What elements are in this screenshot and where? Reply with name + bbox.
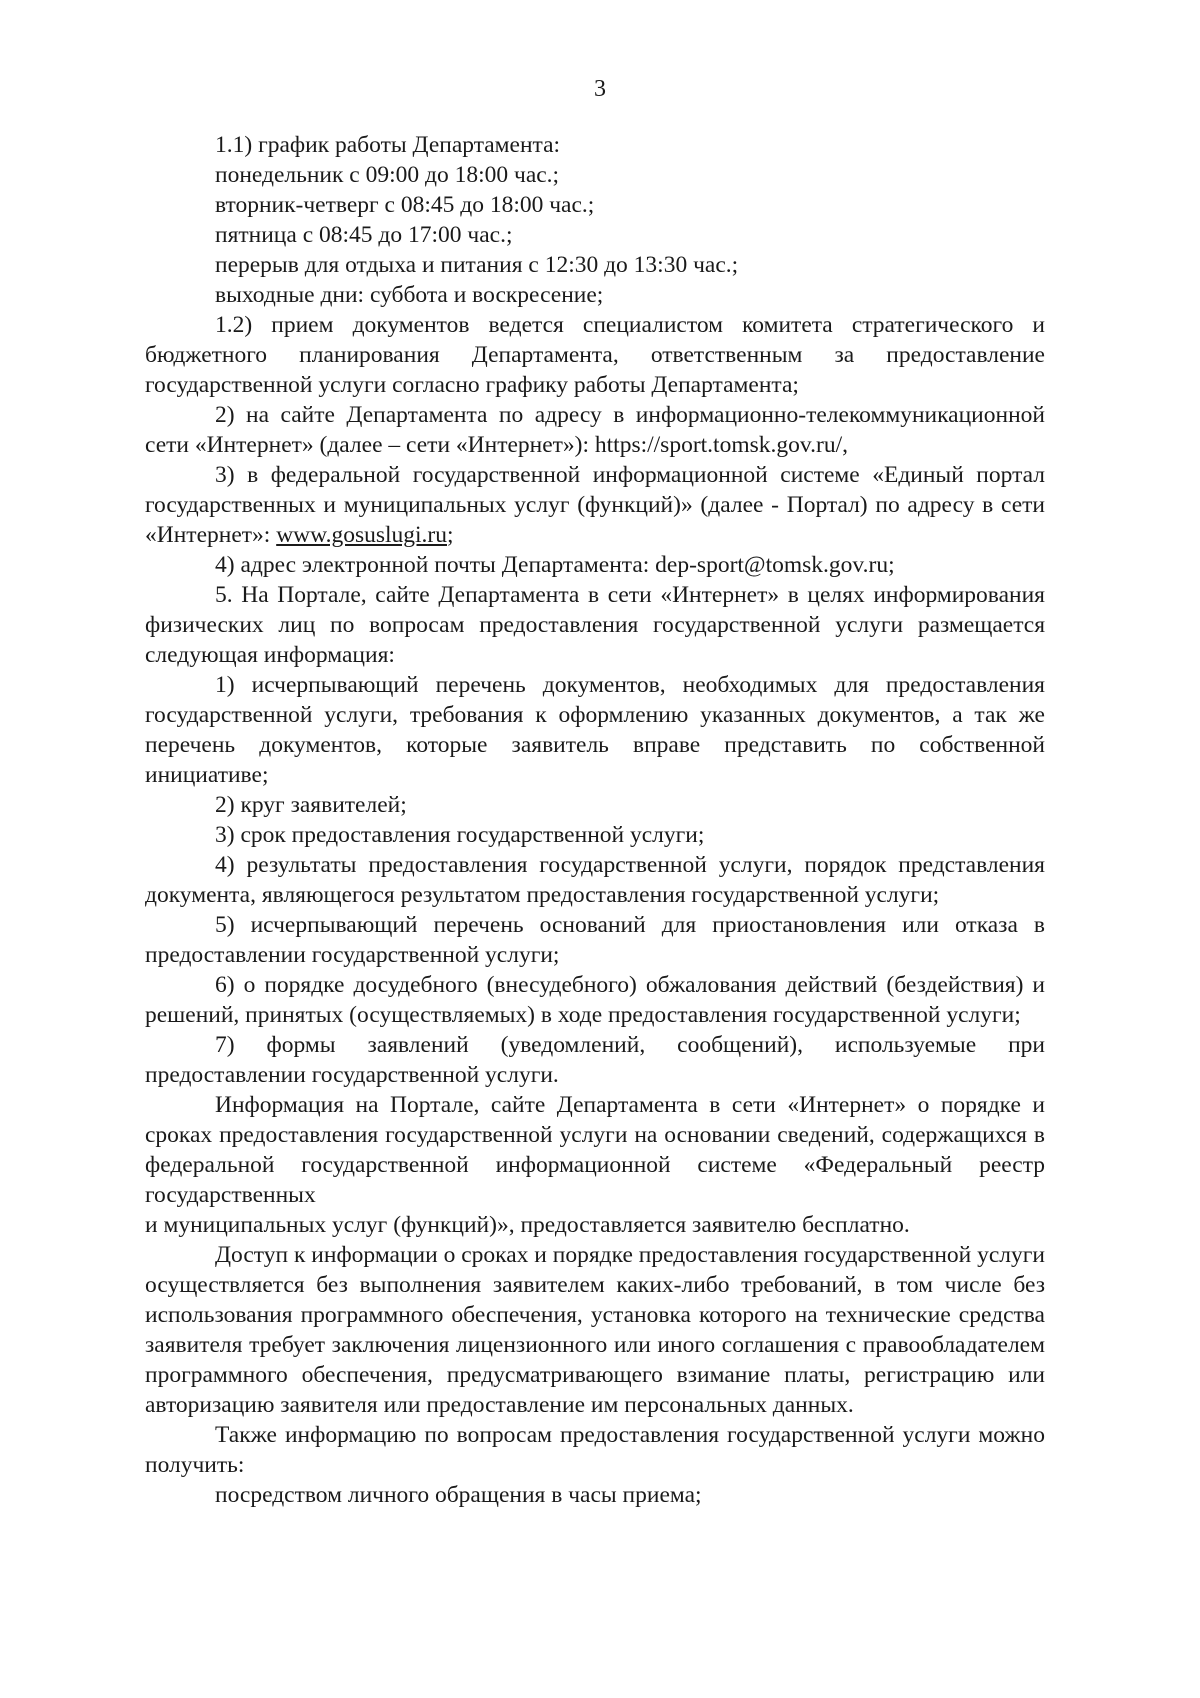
paragraph-personal: посредством личного обращения в часы приема;	[215, 1482, 702, 1508]
schedule-weekend: выходные дни: суббота и воскресение;	[215, 282, 604, 308]
paragraph-info-registry: Информация на Портале, сайте Департамента в сети «Интернет» о порядке и сроках предоставления государственной услуги на основании сведений, содержащихся в федеральной государственной информационной системе «Федеральный реестр государственных	[145, 1092, 1045, 1208]
list-item-appeal: 6) о порядке досудебного (внесудебного) обжалования действий (бездействия) и решений, принятых (осуществляемых) в ходе предоставления государственной услуги;	[145, 972, 1045, 1028]
list-item-documents: 1) исчерпывающий перечень документов, необходимых для предоставления государственной услуги, требования к оформлению указанных документов, а так же перечень документов, которые заявитель вправе представить по собственной инициативе;	[145, 672, 1045, 788]
paragraph-reception: 1.2) прием документов ведется специалистом комитета стратегического и бюджетного планирования Департамента, ответственным за предоставление государственной услуги согласно графику работы Департамента;	[145, 312, 1045, 398]
list-item-results: 4) результаты предоставления государственной услуги, порядок представления документа, являющегося результатом предоставления государственной услуги;	[145, 852, 1045, 908]
paragraph-also: Также информацию по вопросам предоставления государственной услуги можно получить:	[145, 1422, 1045, 1478]
page-number: 3	[594, 76, 606, 102]
list-item-refusal: 5) исчерпывающий перечень оснований для приостановления или отказа в предоставлении государственной услуги;	[145, 912, 1045, 968]
document-body	[145, 130, 1045, 1510]
paragraph-email: 4) адрес электронной почты Департамента: dep-sport@tomsk.gov.ru;	[215, 552, 895, 578]
paragraph-portal-text: 3) в федеральной государственной информационной системе «Единый портал государственных и муниципальных услуг (функций)» (далее - Портал) по адресу в сети «Интернет»:	[145, 462, 1045, 548]
paragraph-portal-tail: ;	[447, 522, 454, 548]
schedule-tue-thu: вторник-четверг с 08:45 до 18:00 час.;	[215, 192, 595, 218]
schedule-break: перерыв для отдыха и питания с 12:30 до 13:30 час.;	[215, 252, 739, 278]
list-item-applicants: 2) круг заявителей;	[215, 792, 407, 818]
paragraph-portal	[145, 460, 1045, 550]
list-item-term: 3) срок предоставления государственной услуги;	[215, 822, 705, 848]
paragraph-access: Доступ к информации о сроках и порядке предоставления государственной услуги осуществляется без выполнения заявителем каких-либо требований, в том числе без использования программного обеспечения, установка которого на технические средства заявителя требует заключения лицензионного или иного соглашения с правообладателем программного обеспечения, предусматривающего взимание платы, регистрацию или авторизацию заявителя или предоставление им персональных данных.	[145, 1242, 1045, 1418]
gosuslugi-link[interactable]: www.gosuslugi.ru	[276, 522, 447, 548]
schedule-friday: пятница с 08:45 до 17:00 час.;	[215, 222, 513, 248]
list-item-forms: 7) формы заявлений (уведомлений, сообщений), используемые при предоставлении государственной услуги.	[145, 1032, 1045, 1088]
paragraph-website: 2) на сайте Департамента по адресу в информационно-телекоммуникационной сети «Интернет» (далее – сети «Интернет»): https://sport.tomsk.gov.ru/,	[145, 402, 1045, 458]
paragraph-info-intro: 5. На Портале, сайте Департамента в сети «Интернет» в целях информирования физических лиц по вопросам предоставления государственной услуги размещается следующая информация:	[145, 582, 1045, 668]
paragraph-info-registry-cont: и муниципальных услуг (функций)», предоставляется заявителю бесплатно.	[145, 1212, 910, 1238]
schedule-monday: понедельник с 09:00 до 18:00 час.;	[215, 162, 560, 188]
schedule-heading: 1.1) график работы Департамента:	[215, 132, 561, 158]
